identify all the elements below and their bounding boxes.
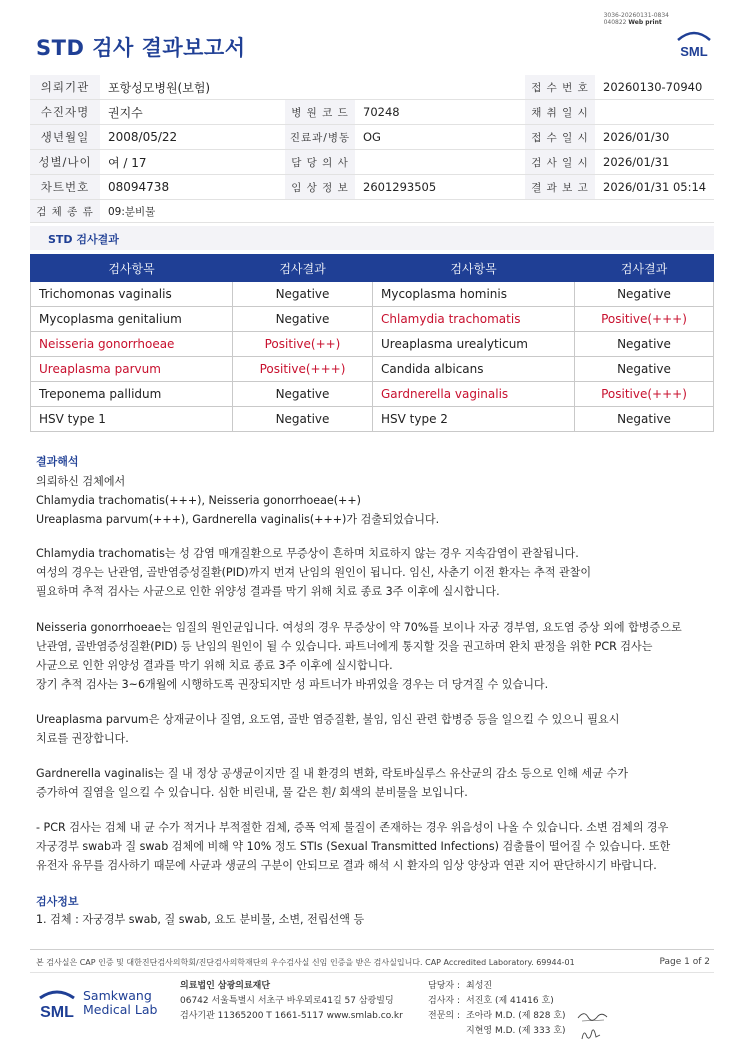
info-row: 성별/나이 여 / 17 담 당 의 사 검 사 일 시 2026/01/31 [30,150,714,175]
table-row: Neisseria gonorrhoeae Positive(++) Ureaplasma urealyticum Negative [31,332,714,357]
document-code: 3036-20260131-0834 040822 Web print [603,12,669,26]
interpretation-paragraph: Gardnerella vaginalis는 질 내 정상 공생균이지만 질 내 환경의 변화, 락토바실루스 유산균의 감소 등으로 인해 세균 수가 증가하여 질염을 일으킬 수 있습니다. 심한 비린내, 물 같은 흰/ 회색의 분비물을 보입니다. [36,767,628,799]
test-info-line: 1. 검체 : 자궁경부 swab, 질 swab, 요도 분비물, 소변, 전립선액 등 [36,913,365,926]
info-row: 생년월일 2008/05/22 진료과/병동 OG 접 수 일 시 2026/01/30 [30,125,714,150]
table-row: Ureaplasma parvum Positive(+++) Candida albicans Negative [31,357,714,382]
footer-divider [30,949,714,950]
interpretation-title: 결과해석 [36,455,79,468]
results-table [30,254,714,432]
svg-text:SML: SML [680,44,708,59]
interpretation-paragraph: Neisseria gonorrhoeae는 임질의 원인균입니다. 여성의 경우 무증상이 약 70%를 보이나 자궁 경부염, 요도염 증상 외에 합병증으로 난관염, 골반염증성질환(PID) 등 난임의 원인이 될 수 있습니다. 파트너에게 통지할 것을 권고하며 완치 판정을 위한 PCR 검사는 사균으로 인한 위양성 결과를 막기 위해 치료 종료 3주 이후에 실시합니다. 장기 추적 검사는 3~6개월에 시행하도록 권장되지만 성 파트너가 바뀌었을 경우는 더 당겨질 수 있습니다. [36,621,682,691]
info-row: 차트번호 08094738 임 상 정 보 2601293505 결 과 보 고 2026/01/31 05:14 [30,175,714,200]
results-section-title: STD 검사결과 [48,233,119,246]
table-row: HSV type 1 Negative HSV type 2 Negative [31,407,714,432]
interpretation-paragraph: - PCR 검사는 검체 내 균 수가 적거나 부적절한 검체, 증폭 억제 물질이 존재하는 경우 위음성이 나올 수 있습니다. 소변 검체의 경우 자궁경부 swab과 질 swab 검체에 비해 약 10% 정도 STIs (Sexual Transmitted Infections) 검출률이 떨어질 수 있습니다. 또한 유전자 유무를 검사하기 때문에 사균과 생균의 구분이 안되므로 결과 해석 시 환자의 임상 양상과 연관 지어 판단하시기 바랍니다. [36,821,671,872]
section-bar [30,226,714,250]
table-row: Treponema pallidum Negative Gardnerella vaginalis Positive(+++) [31,382,714,407]
certification-note: 본 검사실은 CAP 인증 및 대한진단검사의학회/진단검사의학재단의 우수검사실 신임 인증을 받은 검사실입니다. CAP Accredited Laboratory. 69944-01 [36,958,575,967]
logo-text: Samkwang Medical Lab [83,988,158,1017]
table-row: Trichomonas vaginalis Negative Mycoplasma hominis Negative [31,282,714,307]
interpretation-paragraph: Chlamydia trachomatis는 성 감염 매개질환으로 무증상이 흔하며 치료하지 않는 경우 지속감염이 관찰됩니다. 여성의 경우는 난관염, 골반염증성질환(PID)까지 번져 난임의 원인이 됩니다. 임신, 사춘기 이전 환자는 추적 관찰이 필요하며 추적 검사는 사균으로 인한 위양성 결과를 막기 위해 치료 종료 3주 이후에 실시합니다. [36,547,592,598]
info-row: 의뢰기관 포항성모병원(보험) 접 수 번 호 20260130-70940 [30,75,714,100]
info-row: 수진자명 권지수 병 원 코 드 70248 채 취 일 시 [30,100,714,125]
patient-info-table [30,75,714,223]
interpretation-paragraph: Ureaplasma parvum은 상재균이나 질염, 요도염, 골반 염증질환, 불임, 임신 관련 합병증 등을 일으킬 수 있으니 필요시 치료를 권장합니다. [36,713,620,745]
staff-list: 담당자 : 최성진 검사자 : 서진호 (제 41416 호) 전문의 : 조아라 M.D. (제 828 호) 지현영 M.D. (제 333 호) [428,981,566,1036]
sml-logo-icon [36,984,78,1024]
sml-logo-icon [674,26,714,60]
page-title: STD 검사 결과보고서 [36,36,246,60]
footer-divider [30,972,714,973]
info-row: 검 체 종 류 09:분비물 [30,200,714,223]
samkwang-logo [36,984,156,1024]
table-row: Mycoplasma genitalium Negative Chlamydia trachomatis Positive(+++) [31,307,714,332]
foundation-info: 의료법인 삼광의료재단 06742 서울특별시 서초구 바우뫼로41길 57 삼광빌딩 검사기관 11365200 T 1661-5117 www.smlab.co.kr [180,981,403,1021]
signature-icon [578,1025,604,1043]
signature-icon [576,1008,610,1024]
test-info-title: 검사정보 [36,895,79,908]
svg-text:SML: SML [40,1004,74,1021]
interpretation-paragraph: 의뢰하신 검체에서 Chlamydia trachomatis(+++), Neisseria gonorrhoeae(++) Ureaplasma parvum(+++), Gardnerella vaginalis(+++)가 검출되었습니다. [36,475,440,526]
page-number: Page 1 of 2 [659,957,710,967]
results-header-row: 검사항목 검사결과 검사항목 검사결과 [31,255,714,282]
